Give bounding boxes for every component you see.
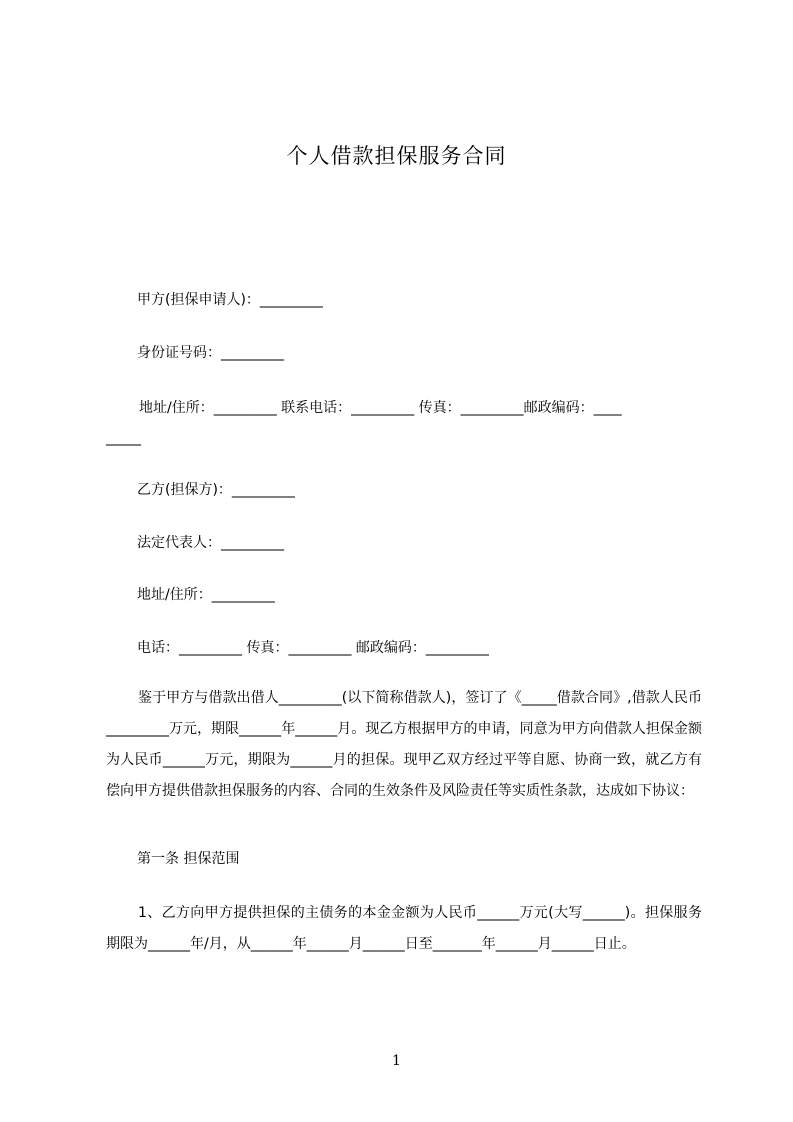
document-title: 个人借款担保服务合同 <box>286 144 507 168</box>
party-b-address-line: 地址/住所：_________ <box>137 587 275 603</box>
party-b-contact-line: 电话：_________ 传真：_________ 邮政编码：_________ <box>137 640 489 656</box>
article-1-heading: 第一条 担保范围 <box>137 851 240 867</box>
page-number: 1 <box>392 1053 401 1069</box>
party-a-id-line: 身份证号码：_________ <box>137 345 284 361</box>
party-a-address-line: 地址/住所：_________ 联系电话：_________ 传真：_________邮政编码：____ <box>139 400 622 416</box>
party-a-name-line: 甲方(担保申请人)：_________ <box>137 292 323 308</box>
article-1-clause-1: 1、乙方向甲方提供担保的主债务的本金金额为人民币______万元(大写______)。担保服务期限为______年/月，从______年______月______日至_______年______月______日止。 <box>106 905 702 952</box>
party-b-legal-rep-line: 法定代表人：_________ <box>137 535 284 551</box>
preamble-paragraph: 鉴于甲方与借款出借人_________(以下简称借款人)，签订了《_____借款合同》,借款人民币_________万元，期限______年______月。现乙方根据甲方的申请，同意为甲方向借款人担保金额为人民币______万元，期限为______月的担保。现甲乙双方经过平等自愿、协商一致，就乙方有偿向甲方提供借款担保服务的内容、合同的生效条件及风险责任等实质性条款，达成如下协议： <box>106 690 702 799</box>
party-a-address-line-continued: _____ <box>106 430 141 446</box>
party-b-name-line: 乙方(担保方)：_________ <box>137 482 295 498</box>
